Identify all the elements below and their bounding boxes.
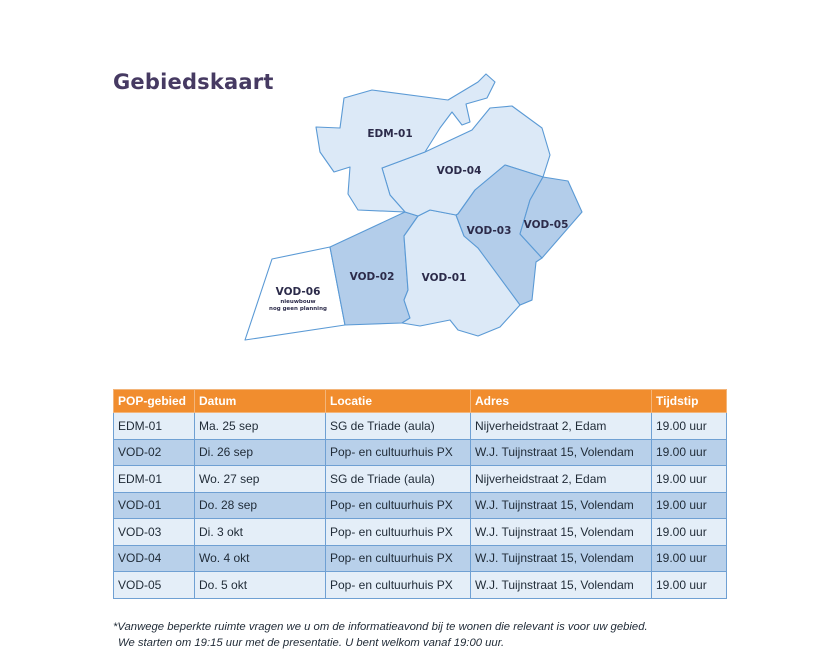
table-row (114, 519, 727, 546)
table-row (114, 545, 727, 572)
cell-pop-gebied: EDM-01 (114, 466, 195, 493)
map-label-vod-06: VOD-06 (275, 286, 321, 298)
cell-pop-gebied: VOD-05 (114, 572, 195, 599)
map-sublabel-planning: nog geen planning (269, 306, 327, 312)
header-datum: Datum (195, 390, 326, 413)
cell-tijdstip: 19.00 uur (652, 492, 727, 519)
cell-locatie: Pop- en cultuurhuis PX (326, 519, 471, 546)
map-label-vod-05: VOD-05 (523, 219, 569, 231)
cell-datum: Di. 26 sep (195, 439, 326, 466)
table-row (114, 413, 727, 440)
cell-datum: Do. 5 okt (195, 572, 326, 599)
map-label-vod-02: VOD-02 (349, 271, 395, 283)
cell-locatie: SG de Triade (aula) (326, 413, 471, 440)
table-row (114, 439, 727, 466)
table-row (114, 466, 727, 493)
cell-tijdstip: 19.00 uur (652, 439, 727, 466)
cell-adres: W.J. Tuijnstraat 15, Volendam (471, 545, 652, 572)
footnote-line-2: We starten om 19:15 uur met de presentatie. U bent welkom vanaf 19:00 uur. (118, 637, 505, 649)
map-region-vod-02[interactable] (330, 212, 418, 325)
footnote (113, 619, 648, 651)
table-row (114, 492, 727, 519)
cell-tijdstip: 19.00 uur (652, 413, 727, 440)
cell-tijdstip: 19.00 uur (652, 519, 727, 546)
cell-pop-gebied: VOD-03 (114, 519, 195, 546)
cell-locatie: Pop- en cultuurhuis PX (326, 492, 471, 519)
table-header-row (114, 390, 727, 413)
page-title: Gebiedskaart (113, 70, 274, 94)
cell-tijdstip: 19.00 uur (652, 466, 727, 493)
cell-tijdstip: 19.00 uur (652, 572, 727, 599)
cell-pop-gebied: EDM-01 (114, 413, 195, 440)
cell-datum: Ma. 25 sep (195, 413, 326, 440)
cell-locatie: SG de Triade (aula) (326, 466, 471, 493)
map-label-vod-03: VOD-03 (466, 225, 512, 237)
cell-pop-gebied: VOD-01 (114, 492, 195, 519)
cell-adres: W.J. Tuijnstraat 15, Volendam (471, 519, 652, 546)
map-label-vod-01: VOD-01 (421, 272, 467, 284)
cell-datum: Wo. 27 sep (195, 466, 326, 493)
cell-datum: Do. 28 sep (195, 492, 326, 519)
table-row (114, 572, 727, 599)
cell-adres: W.J. Tuijnstraat 15, Volendam (471, 492, 652, 519)
cell-datum: Di. 3 okt (195, 519, 326, 546)
header-locatie: Locatie (326, 390, 471, 413)
cell-adres: Nijverheidstraat 2, Edam (471, 466, 652, 493)
header-tijdstip: Tijdstip (652, 390, 727, 413)
map-sublabel-nieuwbouw: nieuwbouw (280, 299, 316, 305)
header-pop-gebied: POP-gebied (114, 390, 195, 413)
cell-datum: Wo. 4 okt (195, 545, 326, 572)
cell-locatie: Pop- en cultuurhuis PX (326, 545, 471, 572)
cell-adres: W.J. Tuijnstraat 15, Volendam (471, 572, 652, 599)
schedule-table (113, 389, 727, 599)
cell-locatie: Pop- en cultuurhuis PX (326, 439, 471, 466)
cell-adres: Nijverheidstraat 2, Edam (471, 413, 652, 440)
cell-locatie: Pop- en cultuurhuis PX (326, 572, 471, 599)
map-label-vod-04: VOD-04 (436, 165, 482, 177)
header-adres: Adres (471, 390, 652, 413)
map-label-edm-01: EDM-01 (367, 128, 413, 140)
footnote-line-1: *Vanwege beperkte ruimte vragen we u om de informatieavond bij te wonen die relevant is voor uw gebied. (113, 621, 648, 633)
cell-tijdstip: 19.00 uur (652, 545, 727, 572)
cell-pop-gebied: VOD-02 (114, 439, 195, 466)
cell-pop-gebied: VOD-04 (114, 545, 195, 572)
cell-adres: W.J. Tuijnstraat 15, Volendam (471, 439, 652, 466)
